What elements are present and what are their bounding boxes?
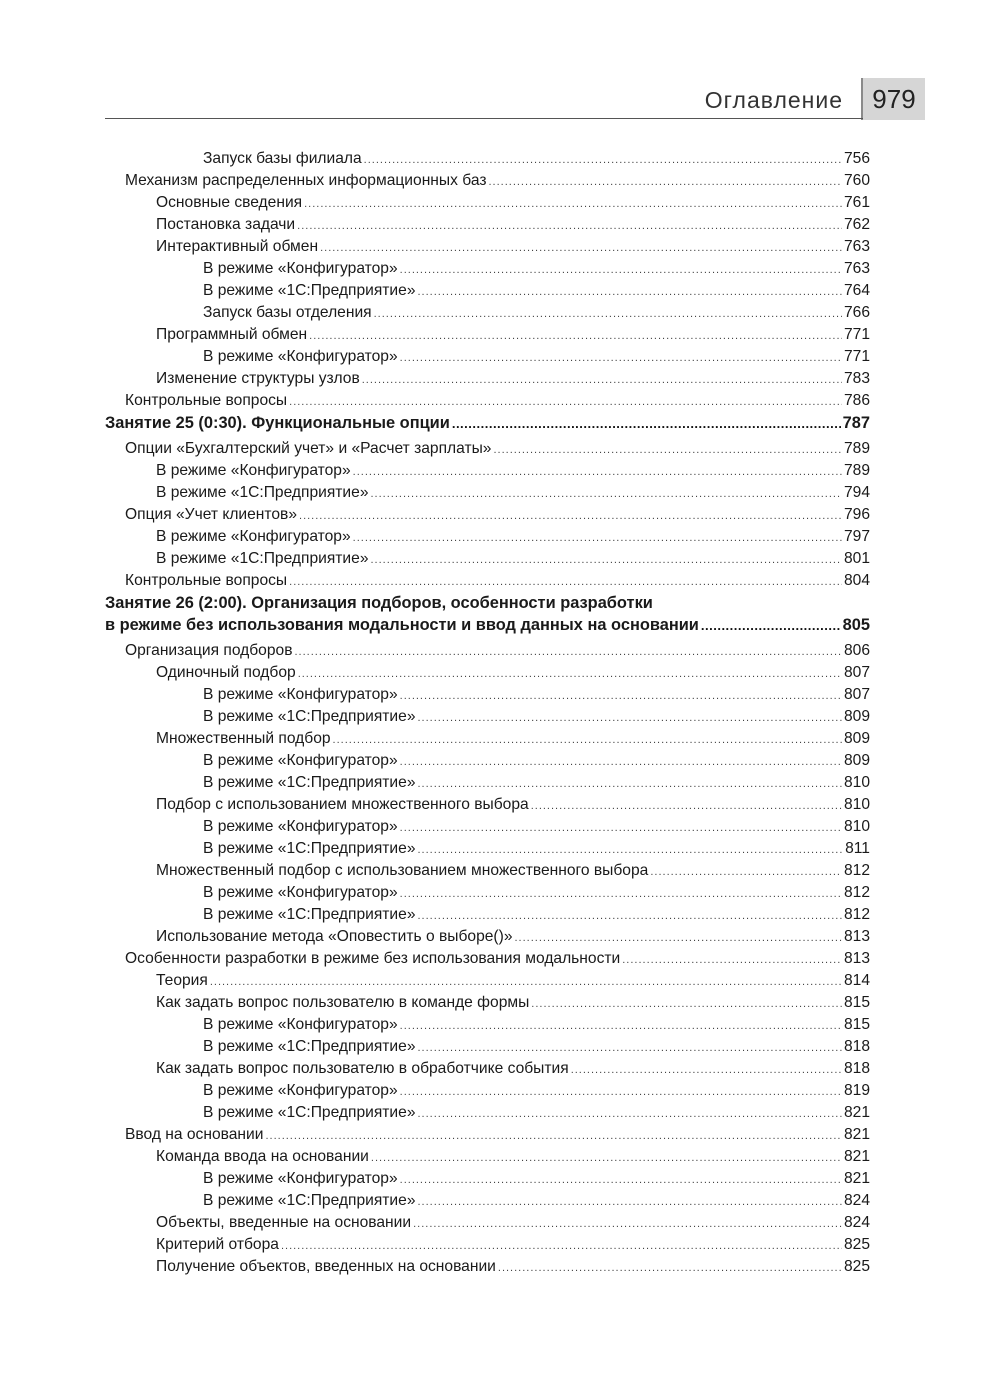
dot-leader: [374, 303, 842, 325]
toc-entry: [105, 1212, 870, 1234]
toc-page: 787: [842, 414, 870, 432]
toc-entry: [105, 570, 870, 592]
toc-page: 821: [843, 1126, 870, 1143]
toc-title: Объекты, введенные на основании: [156, 1214, 412, 1231]
toc-entry: [105, 926, 870, 948]
toc-entry: [105, 390, 870, 412]
toc-page: 760: [843, 172, 870, 189]
toc-title: Основные сведения: [156, 194, 303, 211]
dot-leader: [371, 549, 842, 571]
dot-leader: [320, 237, 842, 259]
dot-leader: [309, 325, 842, 347]
toc-page: 812: [843, 862, 870, 879]
toc-title: Контрольные вопросы: [125, 392, 288, 409]
toc-title: В режиме «Конфигуратор»: [203, 818, 398, 835]
toc-entry: [105, 438, 870, 460]
toc-page: 764: [843, 282, 870, 299]
toc-page: 797: [843, 528, 870, 545]
toc-entry: [105, 816, 870, 838]
dot-leader: [281, 1235, 842, 1257]
toc-title: Теория: [156, 972, 208, 989]
toc-entry: [105, 970, 870, 992]
toc-page: 794: [843, 484, 870, 501]
toc-title: В режиме «Конфигуратор»: [203, 1082, 398, 1099]
toc-title: Ввод на основании: [125, 1126, 264, 1143]
running-header: [105, 84, 925, 120]
toc-entry: [105, 772, 870, 794]
dot-leader: [400, 1015, 842, 1037]
dot-leader: [571, 1059, 842, 1081]
toc-entry: [105, 662, 870, 684]
toc-entry: [105, 1146, 870, 1168]
dot-leader: [418, 1103, 842, 1125]
toc-title: В режиме «1С:Предприятие»: [203, 282, 416, 299]
toc-title: Критерий отбора: [156, 1236, 279, 1253]
toc-page: 819: [843, 1082, 870, 1099]
toc-title: В режиме «1С:Предприятие»: [203, 1192, 416, 1209]
dot-leader: [418, 839, 844, 861]
toc-title: Запуск базы отделения: [203, 304, 372, 321]
chapter-title: Оглавление: [704, 87, 843, 113]
toc-title: Множественный подбор с использованием множественного выбора: [156, 862, 649, 879]
toc-page: 801: [843, 550, 870, 567]
lesson-heading: [105, 592, 870, 636]
toc-entry: [105, 1234, 870, 1256]
dot-leader: [418, 707, 842, 729]
toc-entry: [105, 1190, 870, 1212]
toc-page: 796: [843, 506, 870, 523]
toc-page: 763: [843, 238, 870, 255]
toc-page: 810: [843, 818, 870, 835]
dot-leader: [488, 171, 841, 193]
toc-entry: [105, 1058, 870, 1080]
toc-entry: [105, 346, 870, 368]
toc-entry: [105, 504, 870, 526]
toc-entry: [105, 526, 870, 548]
toc-title: Как задать вопрос пользователю в обработчике события: [156, 1060, 569, 1077]
toc-title: Запуск базы филиала: [203, 150, 362, 167]
toc-page: 809: [843, 752, 870, 769]
toc-entry: [105, 460, 870, 482]
toc-page: 805: [842, 616, 870, 634]
toc-page: 766: [843, 304, 870, 321]
toc-title: В режиме «1С:Предприятие»: [203, 708, 416, 725]
dot-leader: [289, 391, 842, 413]
toc-title: В режиме «Конфигуратор»: [203, 686, 398, 703]
toc-page: 821: [843, 1104, 870, 1121]
toc-title: Постановка задачи: [156, 216, 296, 233]
toc-page: 824: [843, 1192, 870, 1209]
toc-entry: [105, 1256, 870, 1278]
toc-page: 809: [843, 730, 870, 747]
toc-entry: [105, 794, 870, 816]
dot-leader: [333, 729, 842, 751]
dot-leader: [418, 905, 842, 927]
dot-leader: [364, 149, 842, 171]
toc-entry: [105, 548, 870, 570]
toc-title: В режиме «Конфигуратор»: [203, 348, 398, 365]
toc-title: В режиме «1С:Предприятие»: [203, 1038, 416, 1055]
toc-entry: [105, 1080, 870, 1102]
toc-entry: [105, 728, 870, 750]
toc-title: Особенности разработки в режиме без использования модальности: [125, 950, 621, 967]
toc-entry: [105, 684, 870, 706]
dot-leader: [265, 1125, 842, 1147]
toc-entry: [105, 838, 870, 860]
dot-leader: [452, 413, 841, 435]
toc-entry: [105, 640, 870, 662]
toc-entry: [105, 482, 870, 504]
dot-leader: [400, 1081, 842, 1103]
toc-entry: [105, 904, 870, 926]
toc-title: Использование метода «Оповестить о выборе()»: [156, 928, 513, 945]
toc-title: В режиме «Конфигуратор»: [203, 884, 398, 901]
toc-page: 771: [843, 326, 870, 343]
toc-title: Одиночный подбор: [156, 664, 296, 681]
toc-page: 813: [843, 950, 870, 967]
toc-page: 821: [843, 1148, 870, 1165]
toc-entry: [105, 1168, 870, 1190]
toc-page: 813: [843, 928, 870, 945]
dot-leader: [297, 215, 842, 237]
toc-page: 814: [843, 972, 870, 989]
toc-title: Как задать вопрос пользователю в команде формы: [156, 994, 530, 1011]
toc-page: 761: [843, 194, 870, 211]
lesson-title-line1: Занятие 26 (2:00). Организация подборов, особенности разработки: [105, 594, 653, 612]
toc-entry: [105, 860, 870, 882]
dot-leader: [622, 949, 842, 971]
toc-entry: [105, 368, 870, 390]
toc-title: В режиме «Конфигуратор»: [203, 1016, 398, 1033]
toc-entry: [105, 170, 870, 192]
dot-leader: [371, 483, 842, 505]
toc-page: 804: [843, 572, 870, 589]
dot-leader: [400, 347, 842, 369]
toc-entry: [105, 992, 870, 1014]
dot-leader: [353, 461, 842, 483]
toc-title: В режиме «Конфигуратор»: [203, 752, 398, 769]
toc-title: В режиме «Конфигуратор»: [156, 528, 351, 545]
toc-title: Изменение структуры узлов: [156, 370, 360, 387]
table-of-contents: [105, 148, 870, 1278]
toc-entry: [105, 280, 870, 302]
toc-page: 824: [843, 1214, 870, 1231]
lesson-title-line2: в режиме без использования модальности и ввод данных на основании: [105, 616, 699, 634]
dot-leader: [298, 663, 842, 685]
toc-page: 771: [843, 348, 870, 365]
toc-page: 783: [843, 370, 870, 387]
toc-title: Множественный подбор: [156, 730, 331, 747]
toc-entry: [105, 192, 870, 214]
dot-leader: [515, 927, 842, 949]
dot-leader: [400, 883, 842, 905]
toc-entry: [105, 614, 870, 636]
toc-entry: [105, 302, 870, 324]
toc-title: Получение объектов, введенных на основании: [156, 1258, 496, 1275]
toc-page: 786: [843, 392, 870, 409]
dot-leader: [418, 1037, 842, 1059]
toc-page: 818: [843, 1038, 870, 1055]
toc-page: 825: [843, 1236, 870, 1253]
dot-leader: [701, 615, 841, 637]
toc-page: 809: [843, 708, 870, 725]
lesson-title: Занятие 25 (0:30). Функциональные опции: [105, 414, 450, 432]
toc-title: В режиме «1С:Предприятие»: [156, 484, 369, 501]
toc-entry: [105, 882, 870, 904]
toc-entry: [105, 258, 870, 280]
toc-page: 812: [843, 906, 870, 923]
page-number: 979: [861, 78, 925, 120]
toc-page: 812: [843, 884, 870, 901]
dot-leader: [210, 971, 842, 993]
header-rule: [105, 118, 863, 119]
toc-title: В режиме «Конфигуратор»: [156, 462, 351, 479]
dot-leader: [413, 1213, 842, 1235]
toc-title: Контрольные вопросы: [125, 572, 288, 589]
dot-leader: [400, 1169, 842, 1191]
toc-title: В режиме «1С:Предприятие»: [203, 840, 416, 857]
toc-page: 821: [843, 1170, 870, 1187]
dot-leader: [493, 439, 841, 461]
dot-leader: [353, 527, 842, 549]
dot-leader: [299, 505, 842, 527]
toc-entry: [105, 1014, 870, 1036]
dot-leader: [400, 817, 842, 839]
toc-page: 762: [843, 216, 870, 233]
dot-leader: [498, 1257, 842, 1279]
toc-page: 818: [843, 1060, 870, 1077]
toc-page: 789: [843, 440, 870, 457]
toc-title: Механизм распределенных информационных баз: [125, 172, 487, 189]
lesson-heading: [105, 412, 870, 434]
toc-title: Подбор с использованием множественного выбора: [156, 796, 529, 813]
dot-leader: [295, 641, 842, 663]
toc-title: Опции «Бухгалтерский учет» и «Расчет зарплаты»: [125, 440, 492, 457]
toc-page: 811: [845, 840, 870, 857]
dot-leader: [418, 1191, 842, 1213]
toc-entry: [105, 706, 870, 728]
toc-title: В режиме «1С:Предприятие»: [203, 1104, 416, 1121]
toc-entry: [105, 1102, 870, 1124]
toc-title: В режиме «1С:Предприятие»: [203, 774, 416, 791]
dot-leader: [650, 861, 842, 883]
toc-page: 807: [843, 664, 870, 681]
toc-entry: [105, 750, 870, 772]
toc-title: Организация подборов: [125, 642, 293, 659]
toc-entry: [105, 1124, 870, 1146]
dot-leader: [371, 1147, 842, 1169]
toc-title: В режиме «1С:Предприятие»: [203, 906, 416, 923]
toc-entry: [105, 1036, 870, 1058]
dot-leader: [531, 795, 842, 817]
toc-page: 825: [843, 1258, 870, 1275]
dot-leader: [362, 369, 842, 391]
dot-leader: [531, 993, 842, 1015]
toc-title: В режиме «Конфигуратор»: [203, 1170, 398, 1187]
toc-page: 810: [843, 774, 870, 791]
dot-leader: [400, 751, 842, 773]
dot-leader: [418, 281, 842, 303]
toc-page: 763: [843, 260, 870, 277]
toc-title: В режиме «Конфигуратор»: [203, 260, 398, 277]
toc-page: 815: [843, 1016, 870, 1033]
dot-leader: [400, 259, 842, 281]
dot-leader: [418, 773, 842, 795]
toc-entry: [105, 324, 870, 346]
toc-title: Опция «Учет клиентов»: [125, 506, 298, 523]
toc-page: 756: [843, 150, 870, 167]
toc-page: 810: [843, 796, 870, 813]
toc-entry: [105, 214, 870, 236]
toc-entry: [105, 236, 870, 258]
toc-title: Интерактивный обмен: [156, 238, 319, 255]
toc-title: Программный обмен: [156, 326, 308, 343]
toc-entry: [105, 148, 870, 170]
dot-leader: [304, 193, 842, 215]
toc-page: 806: [843, 642, 870, 659]
dot-leader: [400, 685, 842, 707]
toc-title: В режиме «1С:Предприятие»: [156, 550, 369, 567]
toc-title: Команда ввода на основании: [156, 1148, 369, 1165]
toc-page: 789: [843, 462, 870, 479]
toc-entry: [105, 948, 870, 970]
dot-leader: [289, 571, 842, 593]
toc-page: 807: [843, 686, 870, 703]
toc-page: 815: [843, 994, 870, 1011]
